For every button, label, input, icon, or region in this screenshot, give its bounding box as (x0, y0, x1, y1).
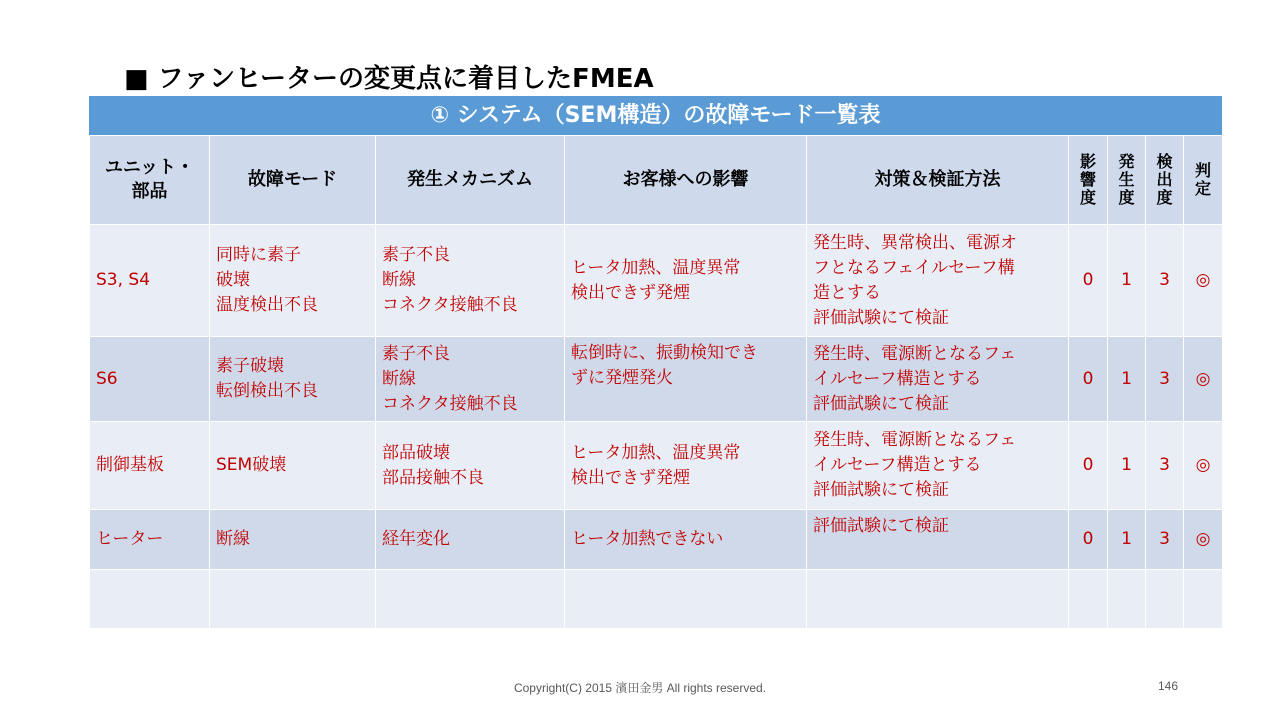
cell-measure: 発生時、電源断となるフェ イルセーフ構造とする 評価試験にて検証 (807, 422, 1069, 510)
copyright-footer: Copyright(C) 2015 濱田金男 All rights reserved. (513, 681, 767, 695)
cell-mechanism: 経年変化 (376, 510, 565, 570)
header-measure: 対策＆検証方法 (807, 136, 1069, 225)
cell-occurrence: 1 (1108, 422, 1146, 510)
table-row (90, 510, 1223, 570)
header-customer-impact: お客様への影響 (565, 136, 807, 225)
table-row (90, 225, 1223, 337)
cell-empty (90, 570, 210, 629)
cell-severity: 0 (1069, 510, 1108, 570)
cell-severity: 0 (1069, 422, 1108, 510)
cell-empty (1069, 570, 1108, 629)
cell-empty (376, 570, 565, 629)
cell-failure-mode: 同時に素子 破壊 温度検出不良 (210, 225, 376, 337)
cell-severity: 0 (1069, 225, 1108, 337)
cell-detection: 3 (1146, 422, 1184, 510)
cell-empty (1108, 570, 1146, 629)
cell-failure-mode: 素子破壊 転倒検出不良 (210, 337, 376, 422)
cell-judgment: ◎ (1184, 337, 1223, 422)
cell-empty (210, 570, 376, 629)
header-severity: 影 響 度 (1069, 136, 1108, 225)
header-judgment: 判 定 (1184, 136, 1223, 225)
cell-unit: ヒーター (90, 510, 210, 570)
header-failure-mode: 故障モード (210, 136, 376, 225)
cell-unit: S3, S4 (90, 225, 210, 337)
header-unit: ユニット・ 部品 (90, 136, 210, 225)
cell-mechanism: 素子不良 断線 コネクタ接触不良 (376, 337, 565, 422)
cell-customer-impact: 転倒時に、振動検知でき ずに発煙発火 (565, 337, 807, 422)
cell-measure: 発生時、電源断となるフェ イルセーフ構造とする 評価試験にて検証 (807, 337, 1069, 422)
cell-unit: S6 (90, 337, 210, 422)
cell-occurrence: 1 (1108, 225, 1146, 337)
header-row (90, 136, 1223, 225)
cell-detection: 3 (1146, 337, 1184, 422)
table-row (90, 337, 1223, 422)
cell-severity: 0 (1069, 337, 1108, 422)
cell-customer-impact: ヒータ加熱、温度異常 検出できず発煙 (565, 225, 807, 337)
cell-judgment: ◎ (1184, 422, 1223, 510)
cell-mechanism: 部品破壊 部品接触不良 (376, 422, 565, 510)
cell-unit: 制御基板 (90, 422, 210, 510)
cell-empty (565, 570, 807, 629)
fmea-table (89, 135, 1223, 629)
cell-occurrence: 1 (1108, 510, 1146, 570)
header-mechanism: 発生メカニズム (376, 136, 565, 225)
cell-judgment: ◎ (1184, 225, 1223, 337)
cell-mechanism: 素子不良 断線 コネクタ接触不良 (376, 225, 565, 337)
table-row-empty (90, 570, 1223, 629)
cell-failure-mode: SEM破壊 (210, 422, 376, 510)
cell-measure: 発生時、異常検出、電源オ フとなるフェイルセーフ構 造とする 評価試験にて検証 (807, 225, 1069, 337)
header-occurrence: 発 生 度 (1108, 136, 1146, 225)
cell-occurrence: 1 (1108, 337, 1146, 422)
cell-measure: 評価試験にて検証 (807, 510, 1069, 570)
slide-title: ■ ファンヒーターの変更点に着目したFMEA (124, 64, 654, 94)
cell-customer-impact: ヒータ加熱、温度異常 検出できず発煙 (565, 422, 807, 510)
table-banner: ① システム（SEM構造）の故障モード一覧表 (89, 96, 1222, 135)
cell-judgment: ◎ (1184, 510, 1223, 570)
table-row (90, 422, 1223, 510)
page-number: 146 (1158, 679, 1179, 693)
cell-empty (1146, 570, 1184, 629)
cell-detection: 3 (1146, 225, 1184, 337)
cell-empty (1184, 570, 1223, 629)
cell-customer-impact: ヒータ加熱できない (565, 510, 807, 570)
cell-failure-mode: 断線 (210, 510, 376, 570)
cell-detection: 3 (1146, 510, 1184, 570)
cell-empty (807, 570, 1069, 629)
fmea-table-container (89, 96, 1222, 629)
header-detection: 検 出 度 (1146, 136, 1184, 225)
